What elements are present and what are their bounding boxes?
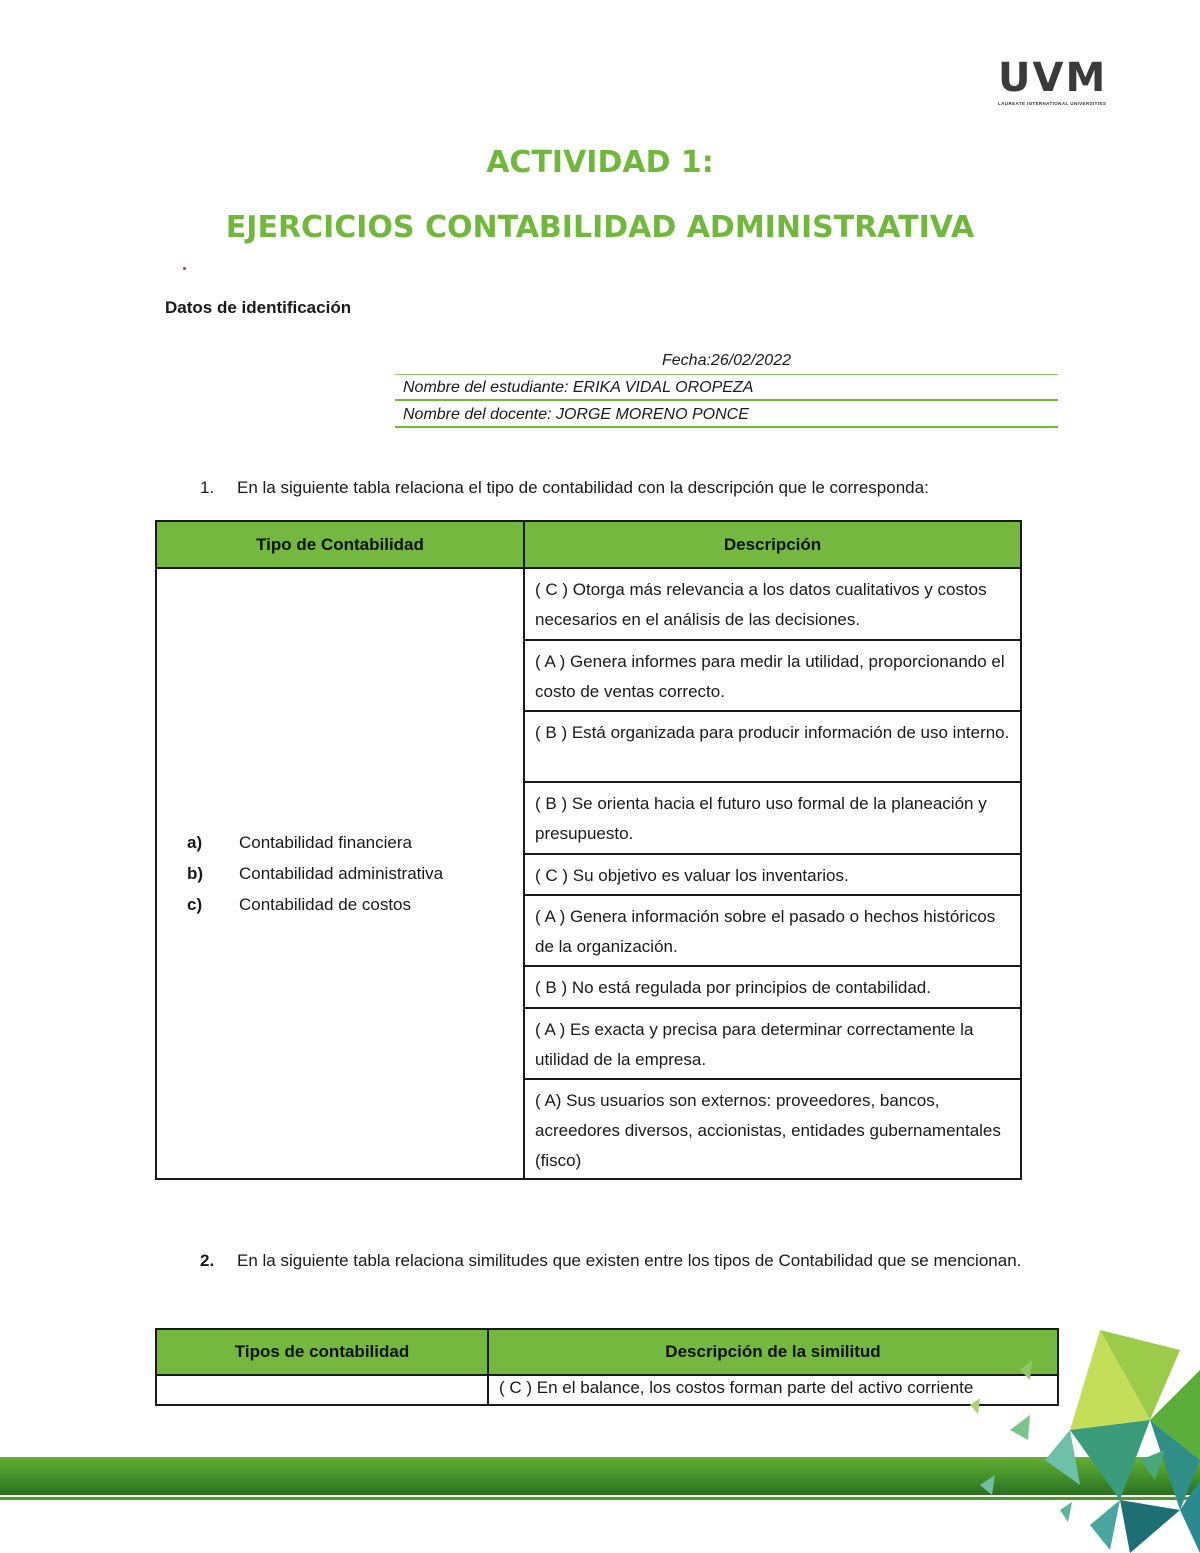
description-cell: ( B ) Se orienta hacia el futuro uso formal de la planeación y presupuesto. — [524, 782, 1021, 854]
header-descripcion: Descripción — [524, 521, 1021, 568]
geometric-decoration — [950, 1310, 1200, 1553]
logo-text: UVM — [998, 55, 1108, 101]
header-tipos: Tipos de contabilidad — [156, 1329, 488, 1375]
types-cell — [156, 568, 524, 1179]
table-row — [156, 1375, 1058, 1405]
table-header-row — [156, 521, 1021, 568]
contabilidad-matching-table — [155, 520, 1022, 1180]
description-cell: ( A ) Genera informes para medir la utilidad, proporcionando el costo de ventas correcto. — [524, 640, 1021, 711]
decorative-dot — [183, 267, 186, 270]
description-cell: ( A) Sus usuarios son externos: proveedores, bancos, acreedores diversos, accionistas, entidades gubernamentales (fisco) — [524, 1079, 1021, 1179]
type-label: c) — [187, 895, 203, 914]
logo-subtitle: LAUREATE INTERNATIONAL UNIVERSITIES — [998, 101, 1107, 106]
type-item-c — [187, 889, 522, 920]
description-cell: ( A ) Genera información sobre el pasado o hechos históricos de la organización. — [524, 895, 1021, 966]
type-label: b) — [187, 864, 204, 883]
teacher-name-field: Nombre del docente: JORGE MORENO PONCE — [395, 404, 1058, 428]
title-line-1: ACTIVIDAD 1: — [486, 145, 714, 180]
table-header-row — [156, 1329, 1058, 1375]
question-1-number: 1. — [200, 478, 215, 497]
question-2-number: 2. — [200, 1251, 215, 1270]
description-cell: ( A ) Es exacta y precisa para determinar correctamente la utilidad de la empresa. — [524, 1008, 1021, 1079]
type-text: Contabilidad de costos — [239, 895, 412, 914]
description-cell: ( B ) No está regulada por principios de contabilidad. — [524, 966, 1021, 1008]
question-1 — [200, 472, 1080, 503]
type-text: Contabilidad administrativa — [239, 864, 444, 883]
header-similitud: Descripción de la similitud — [488, 1329, 1058, 1375]
table-row — [156, 568, 1021, 640]
type-item-b — [187, 858, 522, 889]
similarity-table — [155, 1328, 1059, 1406]
description-cell: ( C ) Otorga más relevancia a los datos cualitativos y costos necesarios en el análisis de las decisiones. — [524, 568, 1021, 640]
student-name-field: Nombre del estudiante: ERIKA VIDAL OROPEZA — [395, 377, 1058, 401]
description-cell: ( C ) Su objetivo es valuar los inventarios. — [524, 854, 1021, 895]
uvm-logo — [998, 55, 1122, 110]
type-item-a — [187, 827, 522, 858]
type-text: Contabilidad financiera — [239, 833, 412, 852]
type-cell — [156, 1375, 488, 1405]
type-label: a) — [187, 833, 203, 852]
question-2-text: En la siguiente tabla relaciona similitudes que existen entre los tipos de Contabilidad que se mencionan. — [237, 1251, 1022, 1270]
description-cell: ( B ) Está organizada para producir información de uso interno. — [524, 711, 1021, 782]
title-line-2: EJERCICIOS CONTABILIDAD ADMINISTRATIVA — [225, 210, 975, 245]
identification-heading: Datos de identificación — [165, 298, 352, 317]
similarity-cell: ( C ) En el balance, los costos forman parte del activo corriente — [488, 1375, 1058, 1405]
date-field: Fecha:26/02/2022 — [395, 350, 1058, 375]
question-1-text: En la siguiente tabla relaciona el tipo de contabilidad con la descripción que le corresponda: — [237, 478, 929, 497]
question-2 — [200, 1245, 1068, 1276]
header-tipo: Tipo de Contabilidad — [156, 521, 524, 568]
